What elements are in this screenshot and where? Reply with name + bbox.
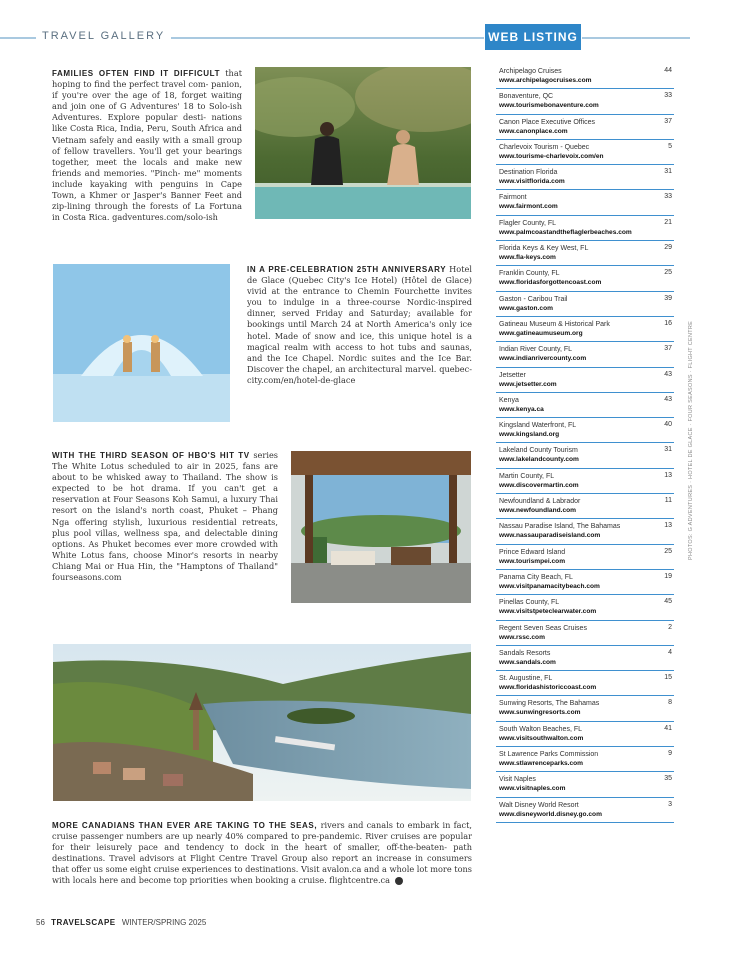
listing-url-link[interactable]: www.jetsetter.com xyxy=(499,380,557,388)
listing-page: 15 xyxy=(664,674,672,682)
listing-url-link[interactable]: www.palmcoastandtheflaglerbeaches.com xyxy=(499,228,632,236)
listing-url-link[interactable]: www.fla-keys.com xyxy=(499,254,556,262)
article-body: series The White Lotus scheduled to air in 2025, fans are about to be whisked away to Thailand. The show is expected to be hot drama. If you can't get a reservation at Four Seasons Koh Samui, a luxury Thai resort on the island's north coast, Phuket – Phang Nga offering stylish, luxurious residential retreats, plus pool villas, wellness spa, and delectable dining options. As Phuket becomes ever more crowded with White Lotus fans, choose Minor's resorts in nearby Chiang Mai or Hua Hin, the "Hamptons of Thailand" fourseasons.com xyxy=(52,450,278,583)
listing-row: Prince Edward Island www.tourismpei.com 25 xyxy=(496,545,674,570)
article-lead: WITH THE THIRD SEASON OF HBO'S HIT TV xyxy=(52,451,254,460)
listing-row: St Lawrence Parks Commission www.stlawrenceparks.com 9 xyxy=(496,747,674,772)
listing-page: 29 xyxy=(664,244,672,252)
listing-url-link[interactable]: www.visitpanamacitybeach.com xyxy=(499,582,600,590)
listing-page: 16 xyxy=(664,319,672,327)
listing-page: 39 xyxy=(664,294,672,302)
listing-url-link[interactable]: www.discovermartin.com xyxy=(499,481,579,489)
listing-row: Charlevoix Tourism - Quebec www.tourisme-charlevoix.com/en 5 xyxy=(496,140,674,165)
listing-url-link[interactable]: www.tourisme-charlevoix.com/en xyxy=(499,152,604,160)
listing-row: Panama City Beach, FL www.visitpanamacitybeach.com 19 xyxy=(496,570,674,595)
listing-page: 9 xyxy=(668,750,672,758)
listing-url-link[interactable]: www.gatineaumuseum.org xyxy=(499,329,583,337)
listing-page: 31 xyxy=(664,446,672,454)
listing-url-link[interactable]: www.rssc.com xyxy=(499,633,545,641)
listing-page: 35 xyxy=(664,775,672,783)
listing-row: Franklin County, FL www.floridasforgottencoast.com 25 xyxy=(496,266,674,291)
listing-url-link[interactable]: www.tourismpei.com xyxy=(499,557,566,565)
listing-page: 41 xyxy=(664,724,672,732)
listing-url-link[interactable]: www.disneyworld.disney.go.com xyxy=(499,810,602,818)
listing-page: 33 xyxy=(664,193,672,201)
listing-page: 19 xyxy=(664,572,672,580)
photo-infinity-pool xyxy=(255,67,471,219)
listing-page: 11 xyxy=(664,497,672,505)
listing-url-link[interactable]: www.visitflorida.com xyxy=(499,178,565,186)
article-body: Hotel de Glace (Quebec City's Ice Hotel) (Hôtel de Glace) vivid at the entrance to Chemin Fourchette invites you to indulge in a three-course Nordic-inspired dinner, served Friday and Saturday; available for bookings until March 24 at North America's only ice hotel. Made of snow and ice, this unique hotel is a magical realm with access to hot tubs and saunas, and the Ice Chapel. Nordic suites and the Ice Bar. Discover the chapel, an architectural marvel. quebec-city.com/en/hotel-de-glace xyxy=(247,264,472,385)
listing-page: 43 xyxy=(664,395,672,403)
listing-url-link[interactable]: www.visitstpeteclearwater.com xyxy=(499,608,597,616)
listing-row: Nassau Paradise Island, The Bahamas www.nassauparadiseisland.com 13 xyxy=(496,519,674,544)
article-river-cruising xyxy=(52,820,472,900)
listing-row: Bonaventure, QC www.tourismebonaventure.com 33 xyxy=(496,89,674,114)
listing-row: St. Augustine, FL www.floridashistoriccoast.com 15 xyxy=(496,671,674,696)
listing-row: Flagler County, FL www.palmcoastandtheflaglerbeaches.com 21 xyxy=(496,216,674,241)
listing-url-link[interactable]: www.archipelagocruises.com xyxy=(499,77,592,84)
article-lead: IN A PRE-CELEBRATION 25TH ANNIVERSARY xyxy=(247,265,450,274)
listing-page: 33 xyxy=(664,92,672,100)
listing-row: Walt Disney World Resort www.disneyworld.disney.go.com 3 xyxy=(496,798,674,823)
listing-url-link[interactable]: www.canonplace.com xyxy=(499,127,568,135)
listing-page: 25 xyxy=(664,547,672,555)
listing-url-link[interactable]: www.visitsouthwalton.com xyxy=(499,734,584,742)
listing-url-link[interactable]: www.lakelandcounty.com xyxy=(499,456,579,464)
listing-url-link[interactable]: www.visitnaples.com xyxy=(499,785,566,793)
listing-page: 37 xyxy=(664,345,672,353)
listing-row: Gatineau Museum & Historical Park www.gatineaumuseum.org 16 xyxy=(496,317,674,342)
listing-page: 13 xyxy=(664,471,672,479)
article-white-lotus xyxy=(52,450,278,606)
listing-page: 25 xyxy=(664,269,672,277)
photo-credits: PHOTOS: G ADVENTURES · HOTEL DE GLACE · FOUR SEASONS · FLIGHT CENTRE xyxy=(688,320,694,560)
listing-row: Pinellas County, FL www.visitstpeteclearwater.com 45 xyxy=(496,595,674,620)
listing-url-link[interactable]: www.stlawrenceparks.com xyxy=(499,760,584,768)
article-solo-travel xyxy=(52,68,242,234)
listing-url-link[interactable]: www.kenya.ca xyxy=(499,405,544,413)
listing-row: Jetsetter www.jetsetter.com 43 xyxy=(496,368,674,393)
page-footer xyxy=(36,918,206,927)
listing-row: Sunwing Resorts, The Bahamas www.sunwingresorts.com 8 xyxy=(496,696,674,721)
listing-row: Kingsland Waterfront, FL www.kingsland.org 40 xyxy=(496,418,674,443)
listing-page: 44 xyxy=(664,67,672,74)
listing-page: 37 xyxy=(664,117,672,125)
listing-url-link[interactable]: www.tourismebonaventure.com xyxy=(499,102,599,110)
header-rule-right xyxy=(582,37,690,39)
listing-page: 3 xyxy=(668,800,672,808)
section-title: TRAVEL GALLERY xyxy=(36,30,171,42)
listing-url-link[interactable]: www.sandals.com xyxy=(499,658,556,666)
listing-url-link[interactable]: www.newfoundland.com xyxy=(499,507,577,515)
listing-row: Fairmont www.fairmont.com 33 xyxy=(496,190,674,215)
listing-row: Florida Keys & Key West, FL www.fla-keys.com 29 xyxy=(496,241,674,266)
listing-page: 5 xyxy=(668,142,672,150)
listing-page: 8 xyxy=(668,699,672,707)
magazine-name: TRAVELSCAPE xyxy=(51,918,116,927)
listing-row: Archipelago Cruises www.archipelagocruises.com 44 xyxy=(496,64,674,89)
listing-url-link[interactable]: www.floridasforgottencoast.com xyxy=(499,279,602,287)
listing-row: South Walton Beaches, FL www.visitsouthwalton.com 41 xyxy=(496,722,674,747)
listing-page: 40 xyxy=(664,421,672,429)
listing-url-link[interactable]: www.kingsland.org xyxy=(499,431,560,439)
listing-row: Martin County, FL www.discovermartin.com 13 xyxy=(496,469,674,494)
page-number: 56 xyxy=(36,918,45,927)
listing-url-link[interactable]: www.indianrivercounty.com xyxy=(499,355,587,363)
article-ice-hotel xyxy=(247,264,472,424)
listing-row: Newfoundland & Labrador www.newfoundland.com 11 xyxy=(496,494,674,519)
listing-row: Gaston - Caribou Trail www.gaston.com 39 xyxy=(496,292,674,317)
listing-row: Canon Place Executive Offices www.canonplace.com 37 xyxy=(496,115,674,140)
listing-row: Indian River County, FL www.indianrivercounty.com 37 xyxy=(496,342,674,367)
photo-resort-terrace xyxy=(291,451,471,603)
photo-ice-hotel xyxy=(53,264,230,422)
issue-label: WINTER/SPRING 2025 xyxy=(121,918,207,927)
listing-row: Sandals Resorts www.sandals.com 4 xyxy=(496,646,674,671)
listing-row: Kenya www.kenya.ca 43 xyxy=(496,393,674,418)
listing-row: Regent Seven Seas Cruises www.rssc.com 2 xyxy=(496,621,674,646)
listing-page: 31 xyxy=(664,168,672,176)
web-listing-tab: WEB LISTING xyxy=(485,24,581,50)
listing-row: Visit Naples www.visitnaples.com 35 xyxy=(496,772,674,797)
article-lead: MORE CANADIANS THAN EVER ARE TAKING TO THE SEAS, xyxy=(52,821,321,830)
article-body: that hoping to find the perfect travel com- panion, if you're over the age of 18, forget waiting and join one of G Adventures' 18 to Solo-ish Adventures. Explore popular desti- nations like Costa Rica, India, Peru, South Africa and Vietnam safely and easily with a small group of fellow travellers. You'll get your bearings together, meet the locals and make new friends and memories. "Pinch- me" moments include kayaking with penguins in Cape Town, a Khmer or Jasper's Banner Feet and zip-lining through the forests of La Fortuna in Costa Rica. gadventures.com/solo-ish xyxy=(52,68,242,223)
listing-url-link[interactable]: www.floridashistoriccoast.com xyxy=(499,684,597,692)
listing-url-link[interactable]: www.nassauparadiseisland.com xyxy=(499,532,601,540)
article-lead: FAMILIES OFTEN FIND IT DIFFICULT xyxy=(52,69,226,78)
listing-url-link[interactable]: www.fairmont.com xyxy=(499,203,558,211)
listing-row: Destination Florida www.visitflorida.com 31 xyxy=(496,165,674,190)
listing-page: 45 xyxy=(664,598,672,606)
photo-river-cruise xyxy=(53,644,471,801)
listing-page: 13 xyxy=(664,522,672,530)
listing-url-link[interactable]: www.gaston.com xyxy=(499,304,553,312)
web-listing xyxy=(496,64,674,823)
listing-url-link[interactable]: www.sunwingresorts.com xyxy=(499,709,581,717)
listing-row: Lakeland County Tourism www.lakelandcounty.com 31 xyxy=(496,443,674,468)
listing-page: 4 xyxy=(668,648,672,656)
listing-page: 21 xyxy=(664,218,672,226)
listing-page: 43 xyxy=(664,370,672,378)
brand-end-icon xyxy=(395,877,403,885)
article-body: rivers and canals to embark in fact, cruise passenger numbers are up nearly 40% compared to pre-pandemic. River cruises are popular for their leisurely pace and tendency to dock in the heart of smaller, off-the-beaten- path destinations. Travel advisors at Flight Centre Travel Group also report an increase in consumers that offer us some eight cruise experiences to destinations. Visit avalon.ca and a whole lot more tons with locals here and become top priorities when booking a cruise. flightcentre.ca xyxy=(52,820,472,886)
listing-page: 2 xyxy=(668,623,672,631)
